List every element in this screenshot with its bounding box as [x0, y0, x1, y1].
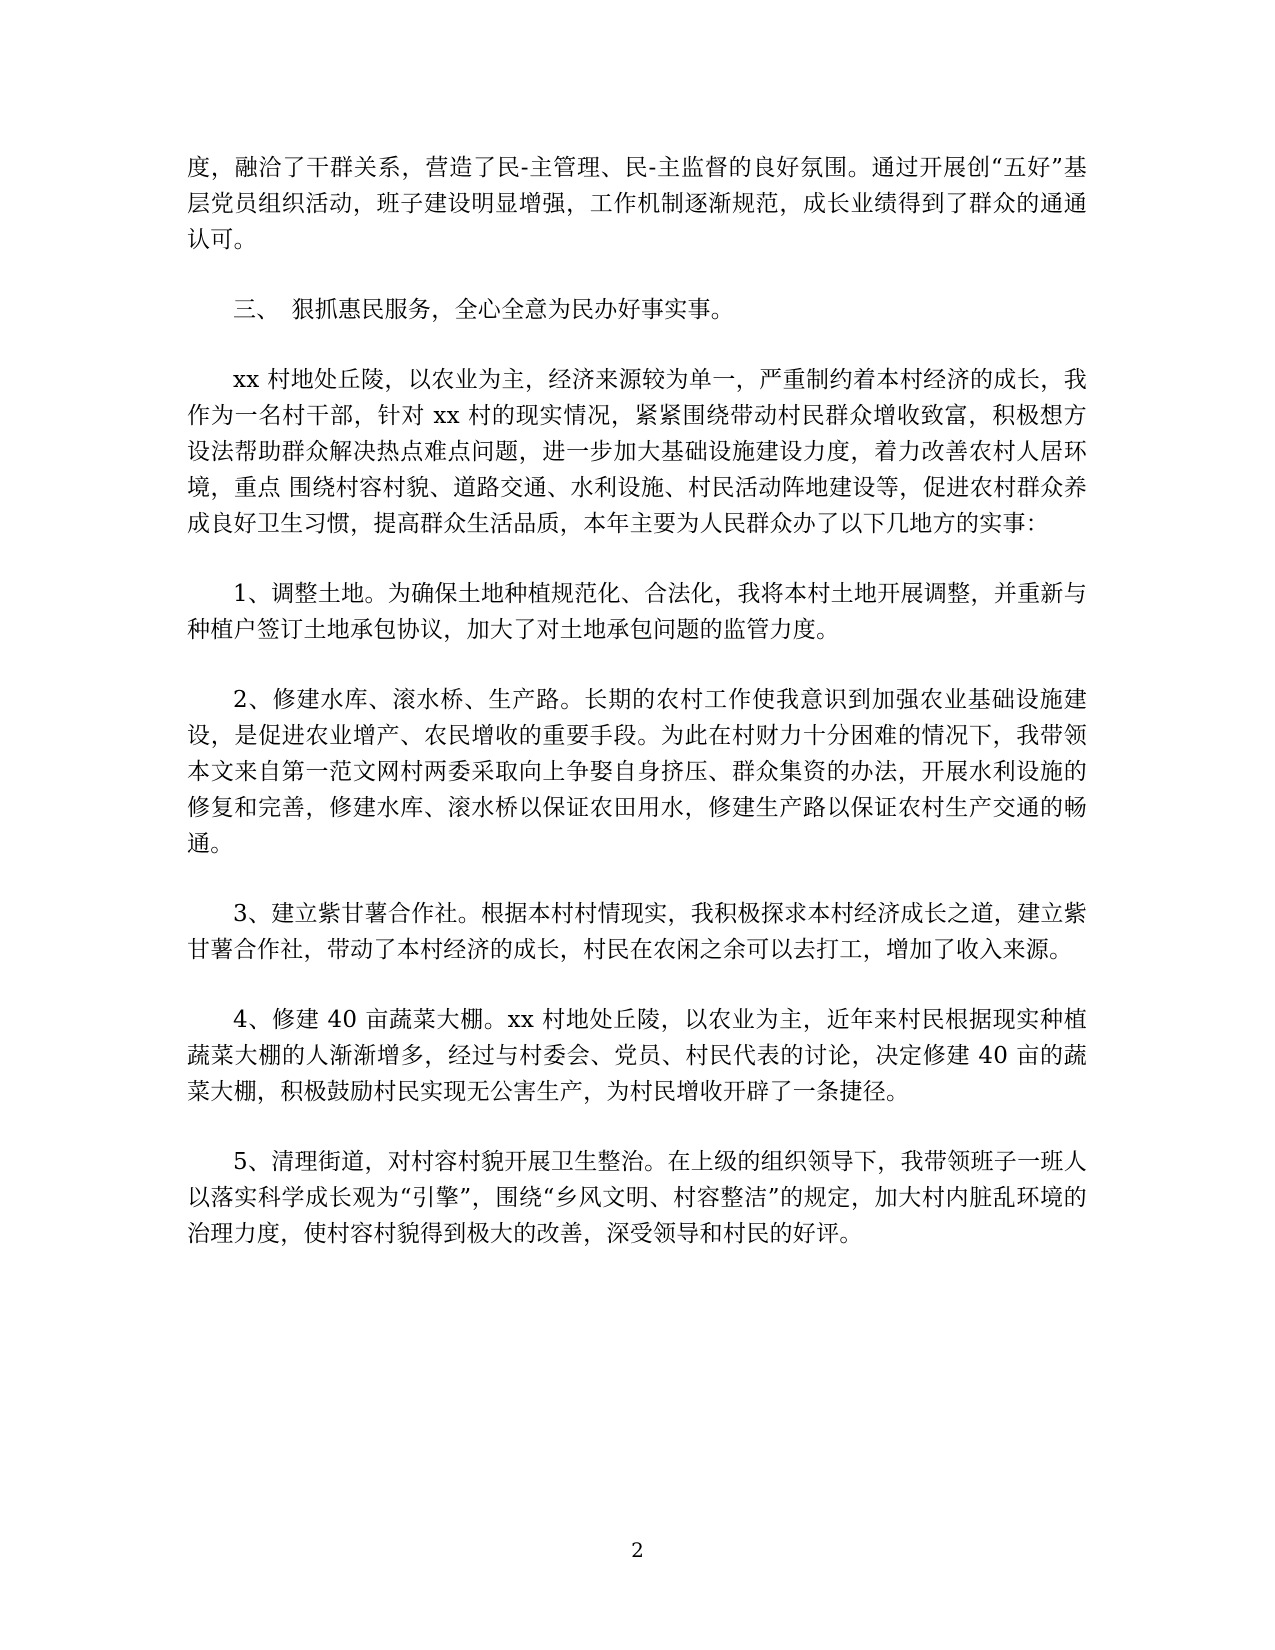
section-heading: 三、 狠抓惠民服务，全心全意为民办好事实事。: [233, 297, 735, 323]
document-body: [187, 150, 1087, 1286]
paragraph-continuation: 度，融洽了干群关系，营造了民-主管理、民-主监督的良好氛围。通过开展创“五好”基层党员组织活动，班子建设明显增强，工作机制逐渐规范，成长业绩得到了群众的通通认可。: [187, 155, 1087, 253]
paragraph-item-5: 5、清理街道，对村容村貌开展卫生整治。在上级的组织领导下，我带领班子一班人以落实科学成长观为“引擎”，围绕“乡风文明、村容整洁”的规定，加大村内脏乱环境的治理力度，使村容村貌得到极大的改善，深受领导和村民的好评。: [187, 1149, 1087, 1247]
paragraph-item-4: 4、修建 40 亩蔬菜大棚。xx 村地处丘陵，以农业为主，近年来村民根据现实种植蔬菜大棚的人渐渐增多，经过与村委会、党员、村民代表的讨论，决定修建 40 亩的蔬菜大棚，积极鼓励村民实现无公害生产，为村民增收开辟了一条捷径。: [187, 1007, 1087, 1105]
paragraph-item-1: 1、调整土地。为确保土地种植规范化、合法化，我将本村土地开展调整，并重新与种植户签订土地承包协议，加大了对土地承包问题的监管力度。: [187, 581, 1087, 643]
paragraph-item-2: 2、修建水库、滚水桥、生产路。长期的农村工作使我意识到加强农业基础设施建设，是促进农业增产、农民增收的重要手段。为此在村财力十分困难的情况下，我带领本文来自第一范文网村两委采取向上争娶自身挤压、群众集资的办法，开展水利设施的修复和完善，修建水库、滚水桥以保证农田用水，修建生产路以保证农村生产交通的畅通。: [187, 687, 1087, 857]
paragraph-item-3: 3、建立紫甘薯合作社。根据本村村情现实，我积极探求本村经济成长之道，建立紫甘薯合作社，带动了本村经济的成长，村民在农闲之余可以去打工，增加了收入来源。: [187, 901, 1087, 963]
page-number: 2: [631, 1538, 644, 1562]
paragraph-village-overview: xx 村地处丘陵，以农业为主，经济来源较为单一，严重制约着本村经济的成长，我作为一名村干部，针对 xx 村的现实情况，紧紧围绕带动村民群众增收致富，积极想方设法帮助群众解决热点难点问题，进一步加大基础设施建设力度，着力改善农村人居环境，重点 围绕村容村貌、道路交通、水利设施、村民活动阵地建设等，促进农村群众养成良好卫生习惯，提高群众生活品质，本年主要为人民群众办了以下几地方的实事：: [187, 367, 1087, 537]
